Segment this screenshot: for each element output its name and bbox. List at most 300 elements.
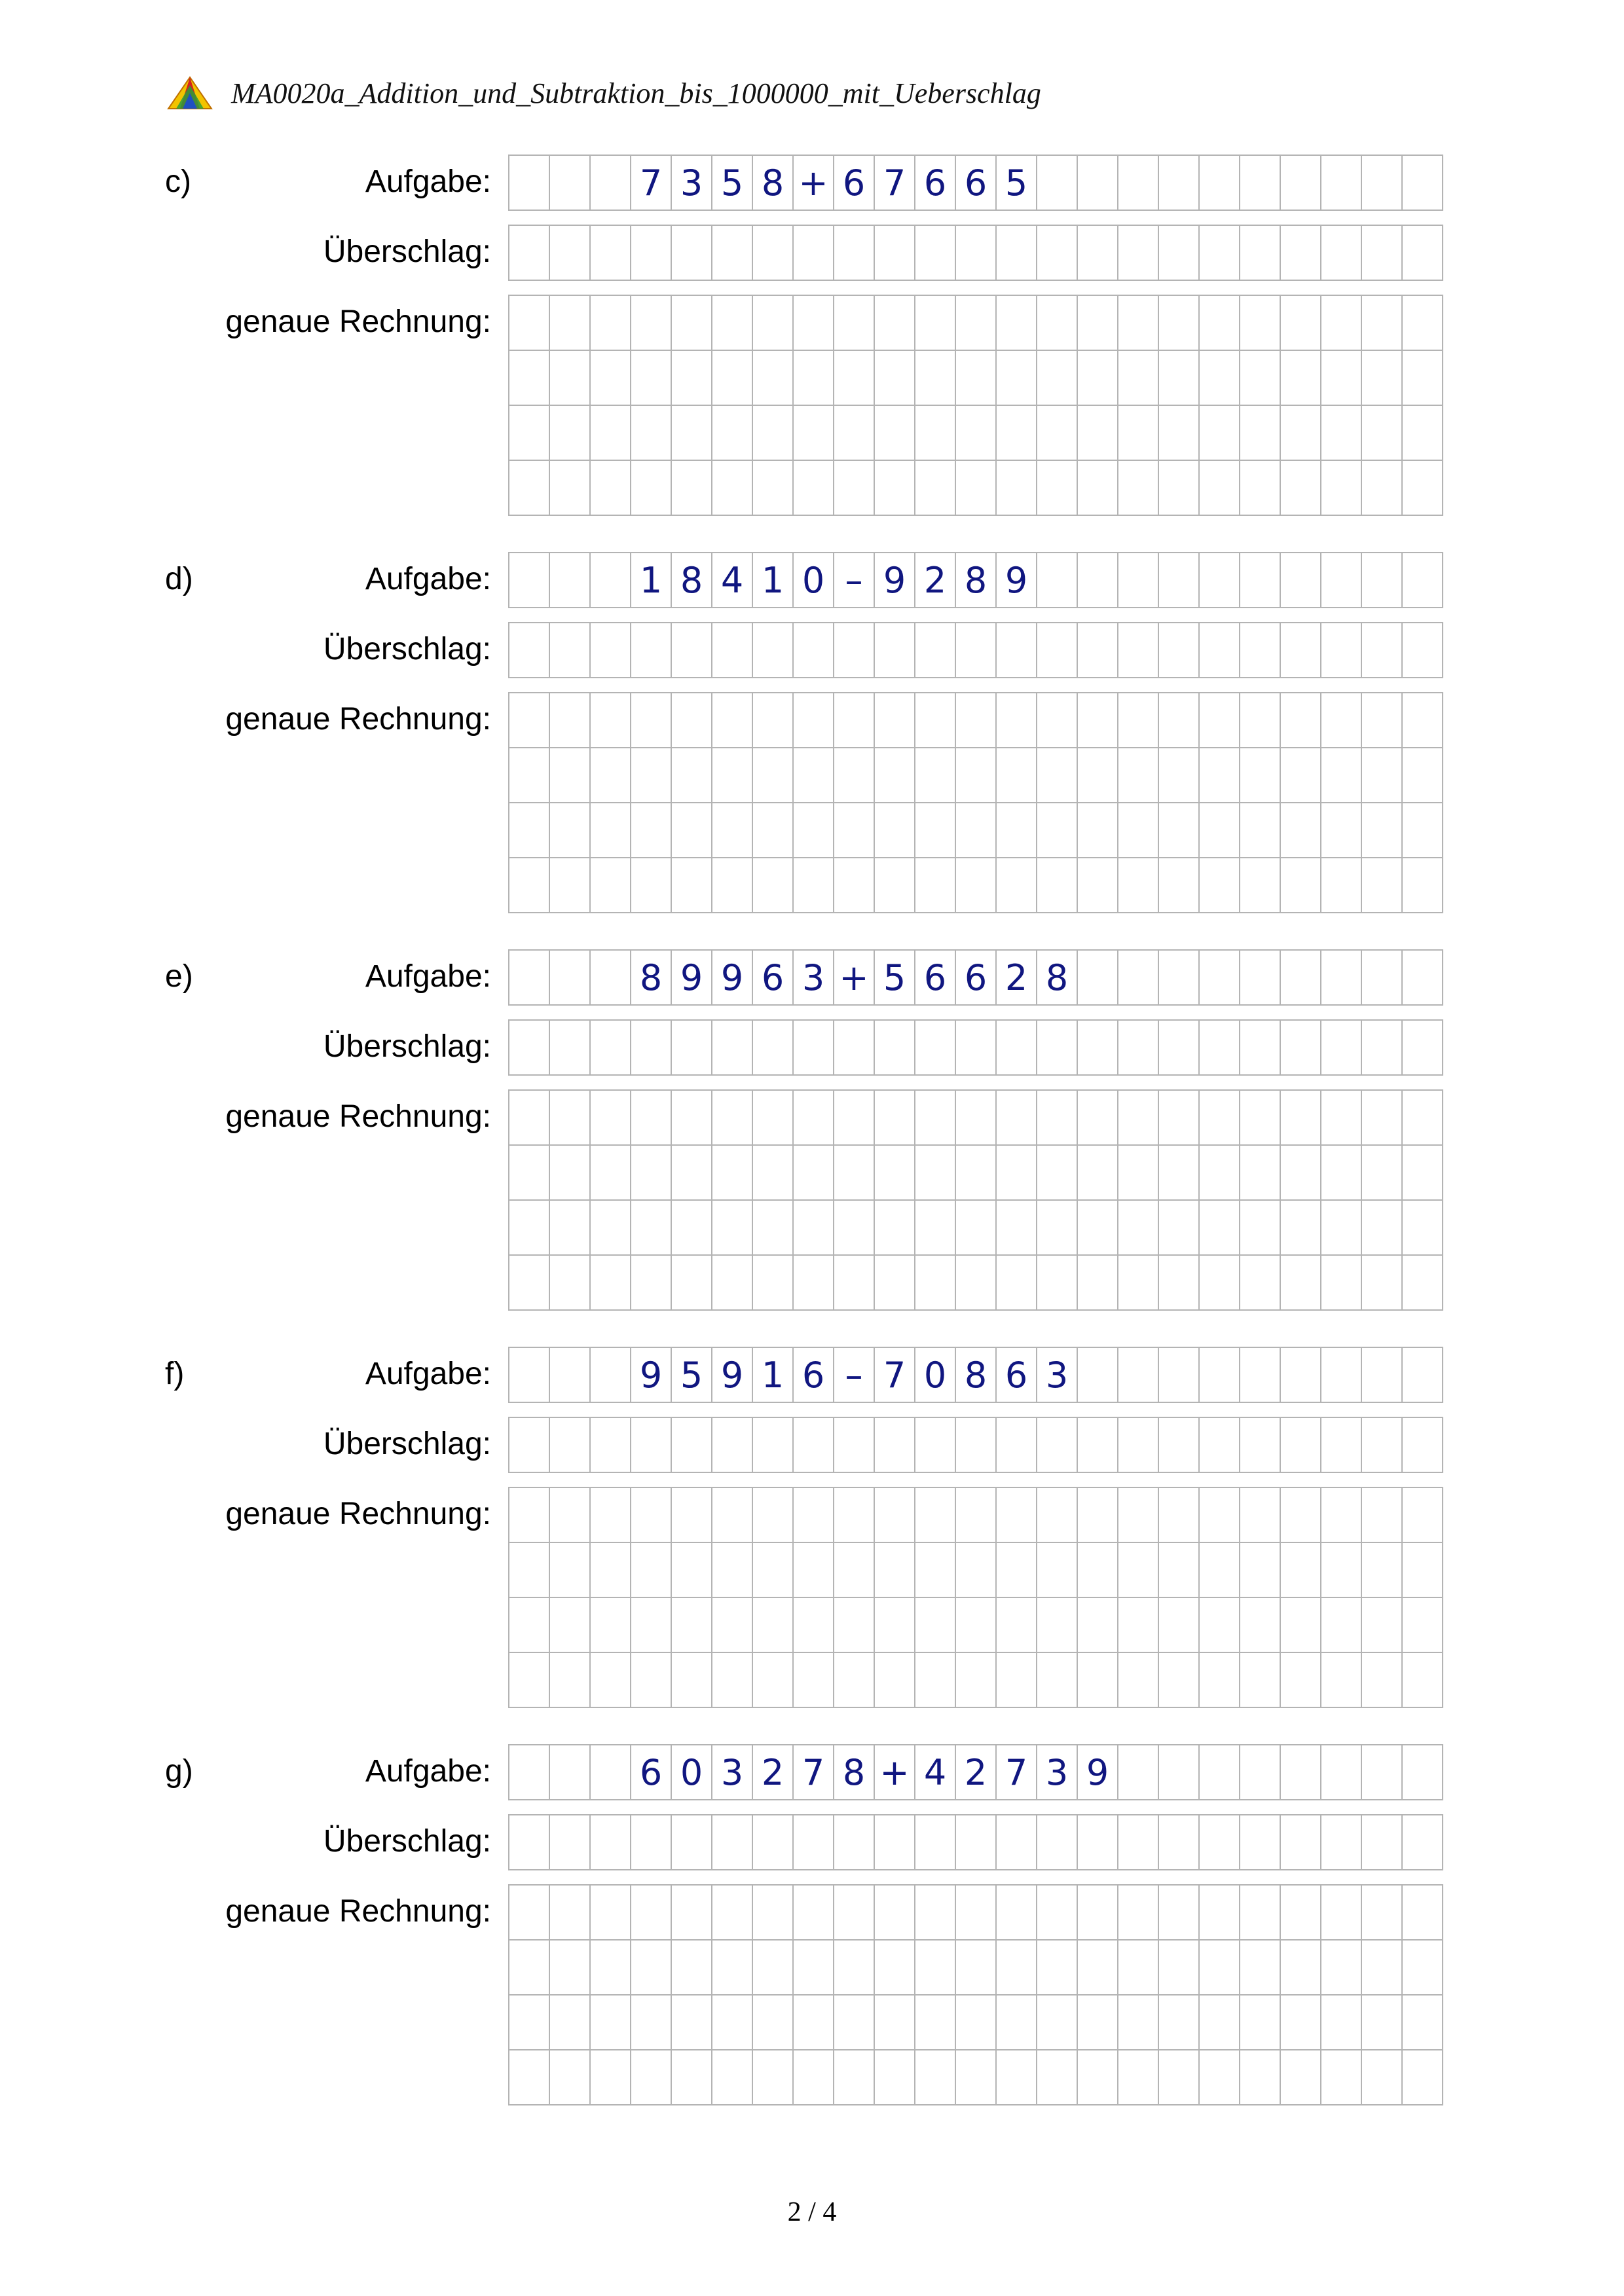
grid-cell[interactable] (1362, 1543, 1403, 1598)
grid-cell[interactable] (1078, 1021, 1118, 1076)
grid-cell[interactable] (1403, 858, 1443, 913)
grid-cell[interactable] (1078, 406, 1118, 461)
grid-cell[interactable] (672, 1091, 712, 1146)
grid-cell[interactable] (956, 296, 997, 351)
genaue-rechnung-grid[interactable] (508, 1089, 1443, 1311)
ueberschlag-grid[interactable] (508, 1814, 1443, 1870)
grid-cell[interactable] (794, 693, 834, 748)
grid-cell[interactable] (753, 1995, 794, 2050)
grid-cell[interactable] (915, 1488, 956, 1543)
grid-cell[interactable] (875, 693, 915, 748)
grid-cell[interactable] (591, 406, 631, 461)
grid-cell[interactable] (997, 1488, 1037, 1543)
grid-cell[interactable] (794, 351, 834, 406)
grid-cell[interactable] (1200, 1815, 1240, 1870)
grid-cell[interactable] (1118, 1021, 1159, 1076)
grid-cell[interactable] (1118, 748, 1159, 803)
grid-cell[interactable] (1200, 803, 1240, 858)
grid-cell[interactable] (1078, 623, 1118, 678)
grid-cell[interactable] (875, 1941, 915, 1995)
grid-cell[interactable] (550, 1021, 591, 1076)
grid-cell[interactable] (550, 1886, 591, 1941)
grid-cell[interactable] (794, 1941, 834, 1995)
grid-cell[interactable] (1281, 351, 1321, 406)
grid-cell[interactable] (875, 351, 915, 406)
grid-cell[interactable] (509, 1941, 550, 1995)
grid-cell[interactable] (1321, 406, 1362, 461)
grid-cell[interactable] (672, 1653, 712, 1708)
grid-cell[interactable] (672, 296, 712, 351)
grid-cell[interactable] (753, 803, 794, 858)
grid-cell[interactable] (1078, 693, 1118, 748)
grid-cell[interactable] (1159, 226, 1200, 281)
grid-cell[interactable] (956, 1488, 997, 1543)
grid-cell[interactable] (1281, 748, 1321, 803)
grid-cell[interactable] (1281, 296, 1321, 351)
grid-cell[interactable] (834, 226, 875, 281)
grid-cell[interactable] (1240, 1418, 1281, 1473)
grid-cell[interactable] (1078, 1886, 1118, 1941)
grid-cell[interactable] (1362, 461, 1403, 516)
grid-cell[interactable] (875, 1886, 915, 1941)
grid-cell[interactable] (1037, 461, 1078, 516)
grid-cell[interactable] (1200, 1091, 1240, 1146)
grid-cell[interactable] (1240, 1256, 1281, 1311)
grid-cell[interactable] (794, 406, 834, 461)
grid-cell[interactable] (712, 1021, 753, 1076)
grid-cell[interactable] (956, 1146, 997, 1201)
grid-cell[interactable] (1159, 1543, 1200, 1598)
grid-cell[interactable] (1281, 1021, 1321, 1076)
grid-cell[interactable] (591, 2050, 631, 2105)
grid-cell[interactable] (1078, 1598, 1118, 1653)
grid-cell[interactable] (1362, 1653, 1403, 1708)
grid-cell[interactable] (1200, 296, 1240, 351)
grid-cell[interactable] (1321, 803, 1362, 858)
grid-cell[interactable] (712, 1418, 753, 1473)
grid-cell[interactable] (1159, 693, 1200, 748)
grid-cell[interactable] (915, 1886, 956, 1941)
grid-cell[interactable] (997, 1091, 1037, 1146)
grid-cell[interactable] (712, 1488, 753, 1543)
grid-cell[interactable] (1037, 1146, 1078, 1201)
grid-cell[interactable] (1321, 1146, 1362, 1201)
grid-cell[interactable] (509, 406, 550, 461)
grid-cell[interactable] (1281, 406, 1321, 461)
grid-cell[interactable] (956, 1815, 997, 1870)
grid-cell[interactable] (956, 1418, 997, 1473)
grid-cell[interactable] (631, 296, 672, 351)
grid-cell[interactable] (712, 1941, 753, 1995)
grid-cell[interactable] (1078, 1815, 1118, 1870)
grid-cell[interactable] (997, 351, 1037, 406)
grid-cell[interactable] (794, 1418, 834, 1473)
grid-cell[interactable] (794, 1598, 834, 1653)
grid-cell[interactable] (1037, 1543, 1078, 1598)
grid-cell[interactable] (712, 1653, 753, 1708)
grid-cell[interactable] (1321, 748, 1362, 803)
grid-cell[interactable] (591, 1146, 631, 1201)
grid-cell[interactable] (509, 296, 550, 351)
grid-cell[interactable] (1281, 858, 1321, 913)
grid-cell[interactable] (1403, 296, 1443, 351)
grid-cell[interactable] (509, 1091, 550, 1146)
grid-cell[interactable] (712, 461, 753, 516)
grid-cell[interactable] (672, 1886, 712, 1941)
grid-cell[interactable] (1321, 1256, 1362, 1311)
grid-cell[interactable] (1321, 1653, 1362, 1708)
grid-cell[interactable] (509, 1598, 550, 1653)
grid-cell[interactable] (591, 226, 631, 281)
grid-cell[interactable] (875, 2050, 915, 2105)
grid-cell[interactable] (915, 351, 956, 406)
grid-cell[interactable] (672, 693, 712, 748)
grid-cell[interactable] (1037, 351, 1078, 406)
grid-cell[interactable] (1037, 623, 1078, 678)
grid-cell[interactable] (1159, 1598, 1200, 1653)
grid-cell[interactable] (997, 1418, 1037, 1473)
grid-cell[interactable] (834, 406, 875, 461)
genaue-rechnung-grid[interactable] (508, 1884, 1443, 2105)
grid-cell[interactable] (1159, 858, 1200, 913)
grid-cell[interactable] (956, 1886, 997, 1941)
grid-cell[interactable] (1321, 461, 1362, 516)
grid-cell[interactable] (1078, 1201, 1118, 1256)
grid-cell[interactable] (997, 1886, 1037, 1941)
grid-cell[interactable] (1281, 1488, 1321, 1543)
grid-cell[interactable] (834, 623, 875, 678)
grid-cell[interactable] (631, 1201, 672, 1256)
grid-cell[interactable] (1200, 406, 1240, 461)
grid-cell[interactable] (915, 1418, 956, 1473)
grid-cell[interactable] (1159, 1653, 1200, 1708)
genaue-rechnung-grid[interactable] (508, 692, 1443, 913)
grid-cell[interactable] (794, 623, 834, 678)
grid-cell[interactable] (875, 1146, 915, 1201)
ueberschlag-grid[interactable] (508, 1417, 1443, 1473)
grid-cell[interactable] (915, 1543, 956, 1598)
grid-cell[interactable] (509, 461, 550, 516)
grid-cell[interactable] (1037, 1886, 1078, 1941)
grid-cell[interactable] (1321, 623, 1362, 678)
grid-cell[interactable] (1403, 1598, 1443, 1653)
grid-cell[interactable] (753, 1598, 794, 1653)
grid-cell[interactable] (509, 1146, 550, 1201)
grid-cell[interactable] (591, 1201, 631, 1256)
grid-cell[interactable] (1240, 1995, 1281, 2050)
grid-cell[interactable] (1403, 1021, 1443, 1076)
grid-cell[interactable] (875, 1653, 915, 1708)
grid-cell[interactable] (1078, 803, 1118, 858)
grid-cell[interactable] (915, 296, 956, 351)
grid-cell[interactable] (834, 1146, 875, 1201)
grid-cell[interactable] (1118, 1146, 1159, 1201)
grid-cell[interactable] (834, 1653, 875, 1708)
grid-cell[interactable] (1281, 226, 1321, 281)
grid-cell[interactable] (1159, 1815, 1200, 1870)
grid-cell[interactable] (550, 1091, 591, 1146)
grid-cell[interactable] (1240, 1598, 1281, 1653)
grid-cell[interactable] (834, 693, 875, 748)
grid-cell[interactable] (712, 1598, 753, 1653)
grid-cell[interactable] (1321, 693, 1362, 748)
grid-cell[interactable] (1118, 693, 1159, 748)
grid-cell[interactable] (1037, 1091, 1078, 1146)
grid-cell[interactable] (550, 1146, 591, 1201)
grid-cell[interactable] (1200, 1995, 1240, 2050)
grid-cell[interactable] (672, 1256, 712, 1311)
grid-cell[interactable] (794, 1201, 834, 1256)
grid-cell[interactable] (509, 1418, 550, 1473)
grid-cell[interactable] (1281, 803, 1321, 858)
grid-cell[interactable] (753, 296, 794, 351)
grid-cell[interactable] (712, 748, 753, 803)
grid-cell[interactable] (712, 1146, 753, 1201)
grid-cell[interactable] (672, 1815, 712, 1870)
grid-cell[interactable] (712, 351, 753, 406)
grid-cell[interactable] (997, 1146, 1037, 1201)
grid-cell[interactable] (1362, 406, 1403, 461)
grid-cell[interactable] (1321, 1488, 1362, 1543)
grid-cell[interactable] (712, 1543, 753, 1598)
grid-cell[interactable] (712, 226, 753, 281)
grid-cell[interactable] (956, 1201, 997, 1256)
grid-cell[interactable] (1281, 1995, 1321, 2050)
grid-cell[interactable] (1078, 296, 1118, 351)
grid-cell[interactable] (997, 406, 1037, 461)
grid-cell[interactable] (997, 1201, 1037, 1256)
grid-cell[interactable] (753, 1256, 794, 1311)
grid-cell[interactable] (631, 406, 672, 461)
grid-cell[interactable] (591, 803, 631, 858)
grid-cell[interactable] (509, 1995, 550, 2050)
grid-cell[interactable] (550, 2050, 591, 2105)
grid-cell[interactable] (1078, 2050, 1118, 2105)
grid-cell[interactable] (509, 1886, 550, 1941)
grid-cell[interactable] (1362, 1091, 1403, 1146)
grid-cell[interactable] (631, 623, 672, 678)
grid-cell[interactable] (915, 1201, 956, 1256)
grid-cell[interactable] (1321, 1815, 1362, 1870)
grid-cell[interactable] (672, 1598, 712, 1653)
grid-cell[interactable] (794, 858, 834, 913)
grid-cell[interactable] (956, 2050, 997, 2105)
grid-cell[interactable] (1118, 351, 1159, 406)
grid-cell[interactable] (794, 1653, 834, 1708)
grid-cell[interactable] (753, 1091, 794, 1146)
grid-cell[interactable] (712, 1995, 753, 2050)
grid-cell[interactable] (1159, 1091, 1200, 1146)
grid-cell[interactable] (1403, 406, 1443, 461)
grid-cell[interactable] (753, 351, 794, 406)
grid-cell[interactable] (591, 1256, 631, 1311)
grid-cell[interactable] (794, 1021, 834, 1076)
grid-cell[interactable] (631, 1543, 672, 1598)
grid-cell[interactable] (672, 1941, 712, 1995)
grid-cell[interactable] (550, 296, 591, 351)
grid-cell[interactable] (1362, 803, 1403, 858)
grid-cell[interactable] (956, 1653, 997, 1708)
grid-cell[interactable] (997, 226, 1037, 281)
grid-cell[interactable] (509, 803, 550, 858)
grid-cell[interactable] (1403, 1091, 1443, 1146)
grid-cell[interactable] (834, 858, 875, 913)
grid-cell[interactable] (875, 1488, 915, 1543)
grid-cell[interactable] (997, 1815, 1037, 1870)
grid-cell[interactable] (915, 1021, 956, 1076)
grid-cell[interactable] (1078, 1543, 1118, 1598)
grid-cell[interactable] (1118, 1091, 1159, 1146)
grid-cell[interactable] (753, 1653, 794, 1708)
grid-cell[interactable] (1118, 858, 1159, 913)
grid-cell[interactable] (509, 1021, 550, 1076)
grid-cell[interactable] (672, 858, 712, 913)
grid-cell[interactable] (915, 623, 956, 678)
grid-cell[interactable] (915, 1598, 956, 1653)
grid-cell[interactable] (1037, 1201, 1078, 1256)
grid-cell[interactable] (591, 1886, 631, 1941)
grid-cell[interactable] (1159, 351, 1200, 406)
grid-cell[interactable] (1200, 693, 1240, 748)
grid-cell[interactable] (1159, 1021, 1200, 1076)
grid-cell[interactable] (509, 1201, 550, 1256)
grid-cell[interactable] (915, 2050, 956, 2105)
grid-cell[interactable] (550, 351, 591, 406)
grid-cell[interactable] (1240, 803, 1281, 858)
grid-cell[interactable] (997, 623, 1037, 678)
grid-cell[interactable] (631, 1256, 672, 1311)
grid-cell[interactable] (1037, 1418, 1078, 1473)
grid-cell[interactable] (956, 1543, 997, 1598)
grid-cell[interactable] (1321, 296, 1362, 351)
grid-cell[interactable] (1321, 1598, 1362, 1653)
grid-cell[interactable] (1240, 693, 1281, 748)
grid-cell[interactable] (712, 1815, 753, 1870)
grid-cell[interactable] (834, 748, 875, 803)
grid-cell[interactable] (550, 748, 591, 803)
grid-cell[interactable] (915, 1146, 956, 1201)
grid-cell[interactable] (591, 858, 631, 913)
grid-cell[interactable] (997, 2050, 1037, 2105)
grid-cell[interactable] (956, 1941, 997, 1995)
grid-cell[interactable] (915, 1653, 956, 1708)
grid-cell[interactable] (631, 1815, 672, 1870)
grid-cell[interactable] (1159, 1941, 1200, 1995)
grid-cell[interactable] (550, 1256, 591, 1311)
grid-cell[interactable] (550, 1488, 591, 1543)
grid-cell[interactable] (956, 226, 997, 281)
grid-cell[interactable] (875, 623, 915, 678)
grid-cell[interactable] (915, 1815, 956, 1870)
grid-cell[interactable] (1362, 858, 1403, 913)
grid-cell[interactable] (591, 748, 631, 803)
grid-cell[interactable] (1403, 623, 1443, 678)
grid-cell[interactable] (1037, 1815, 1078, 1870)
grid-cell[interactable] (1078, 1653, 1118, 1708)
grid-cell[interactable] (631, 748, 672, 803)
grid-cell[interactable] (1281, 1941, 1321, 1995)
grid-cell[interactable] (631, 1091, 672, 1146)
grid-cell[interactable] (1281, 1886, 1321, 1941)
grid-cell[interactable] (1118, 1995, 1159, 2050)
grid-cell[interactable] (875, 748, 915, 803)
grid-cell[interactable] (794, 1488, 834, 1543)
grid-cell[interactable] (834, 1886, 875, 1941)
grid-cell[interactable] (1240, 296, 1281, 351)
grid-cell[interactable] (509, 1488, 550, 1543)
grid-cell[interactable] (1078, 1941, 1118, 1995)
grid-cell[interactable] (1362, 1941, 1403, 1995)
grid-cell[interactable] (1362, 1418, 1403, 1473)
grid-cell[interactable] (1037, 1598, 1078, 1653)
grid-cell[interactable] (915, 1256, 956, 1311)
grid-cell[interactable] (875, 461, 915, 516)
grid-cell[interactable] (875, 296, 915, 351)
grid-cell[interactable] (631, 351, 672, 406)
grid-cell[interactable] (875, 858, 915, 913)
grid-cell[interactable] (1362, 296, 1403, 351)
grid-cell[interactable] (753, 1815, 794, 1870)
grid-cell[interactable] (1078, 1418, 1118, 1473)
ueberschlag-grid[interactable] (508, 622, 1443, 678)
grid-cell[interactable] (1281, 1598, 1321, 1653)
grid-cell[interactable] (1240, 226, 1281, 281)
grid-cell[interactable] (1281, 1091, 1321, 1146)
genaue-rechnung-grid[interactable] (508, 1487, 1443, 1708)
grid-cell[interactable] (1037, 406, 1078, 461)
grid-cell[interactable] (1240, 406, 1281, 461)
grid-cell[interactable] (1200, 1543, 1240, 1598)
grid-cell[interactable] (1200, 748, 1240, 803)
grid-cell[interactable] (1362, 1201, 1403, 1256)
grid-cell[interactable] (915, 461, 956, 516)
grid-cell[interactable] (875, 1543, 915, 1598)
grid-cell[interactable] (1159, 623, 1200, 678)
grid-cell[interactable] (631, 1995, 672, 2050)
grid-cell[interactable] (712, 1091, 753, 1146)
grid-cell[interactable] (834, 296, 875, 351)
grid-cell[interactable] (753, 1201, 794, 1256)
grid-cell[interactable] (1078, 748, 1118, 803)
grid-cell[interactable] (834, 1941, 875, 1995)
grid-cell[interactable] (1362, 1598, 1403, 1653)
grid-cell[interactable] (550, 461, 591, 516)
grid-cell[interactable] (1037, 226, 1078, 281)
grid-cell[interactable] (956, 623, 997, 678)
grid-cell[interactable] (834, 1201, 875, 1256)
grid-cell[interactable] (915, 803, 956, 858)
grid-cell[interactable] (712, 1256, 753, 1311)
grid-cell[interactable] (753, 1021, 794, 1076)
grid-cell[interactable] (1281, 1201, 1321, 1256)
grid-cell[interactable] (550, 1995, 591, 2050)
grid-cell[interactable] (1159, 461, 1200, 516)
grid-cell[interactable] (631, 1653, 672, 1708)
grid-cell[interactable] (509, 1543, 550, 1598)
grid-cell[interactable] (1281, 1418, 1321, 1473)
grid-cell[interactable] (1037, 748, 1078, 803)
grid-cell[interactable] (1078, 1488, 1118, 1543)
grid-cell[interactable] (509, 693, 550, 748)
grid-cell[interactable] (1118, 1598, 1159, 1653)
grid-cell[interactable] (631, 1021, 672, 1076)
grid-cell[interactable] (672, 351, 712, 406)
grid-cell[interactable] (1118, 296, 1159, 351)
grid-cell[interactable] (591, 1021, 631, 1076)
grid-cell[interactable] (915, 748, 956, 803)
grid-cell[interactable] (875, 406, 915, 461)
grid-cell[interactable] (834, 351, 875, 406)
